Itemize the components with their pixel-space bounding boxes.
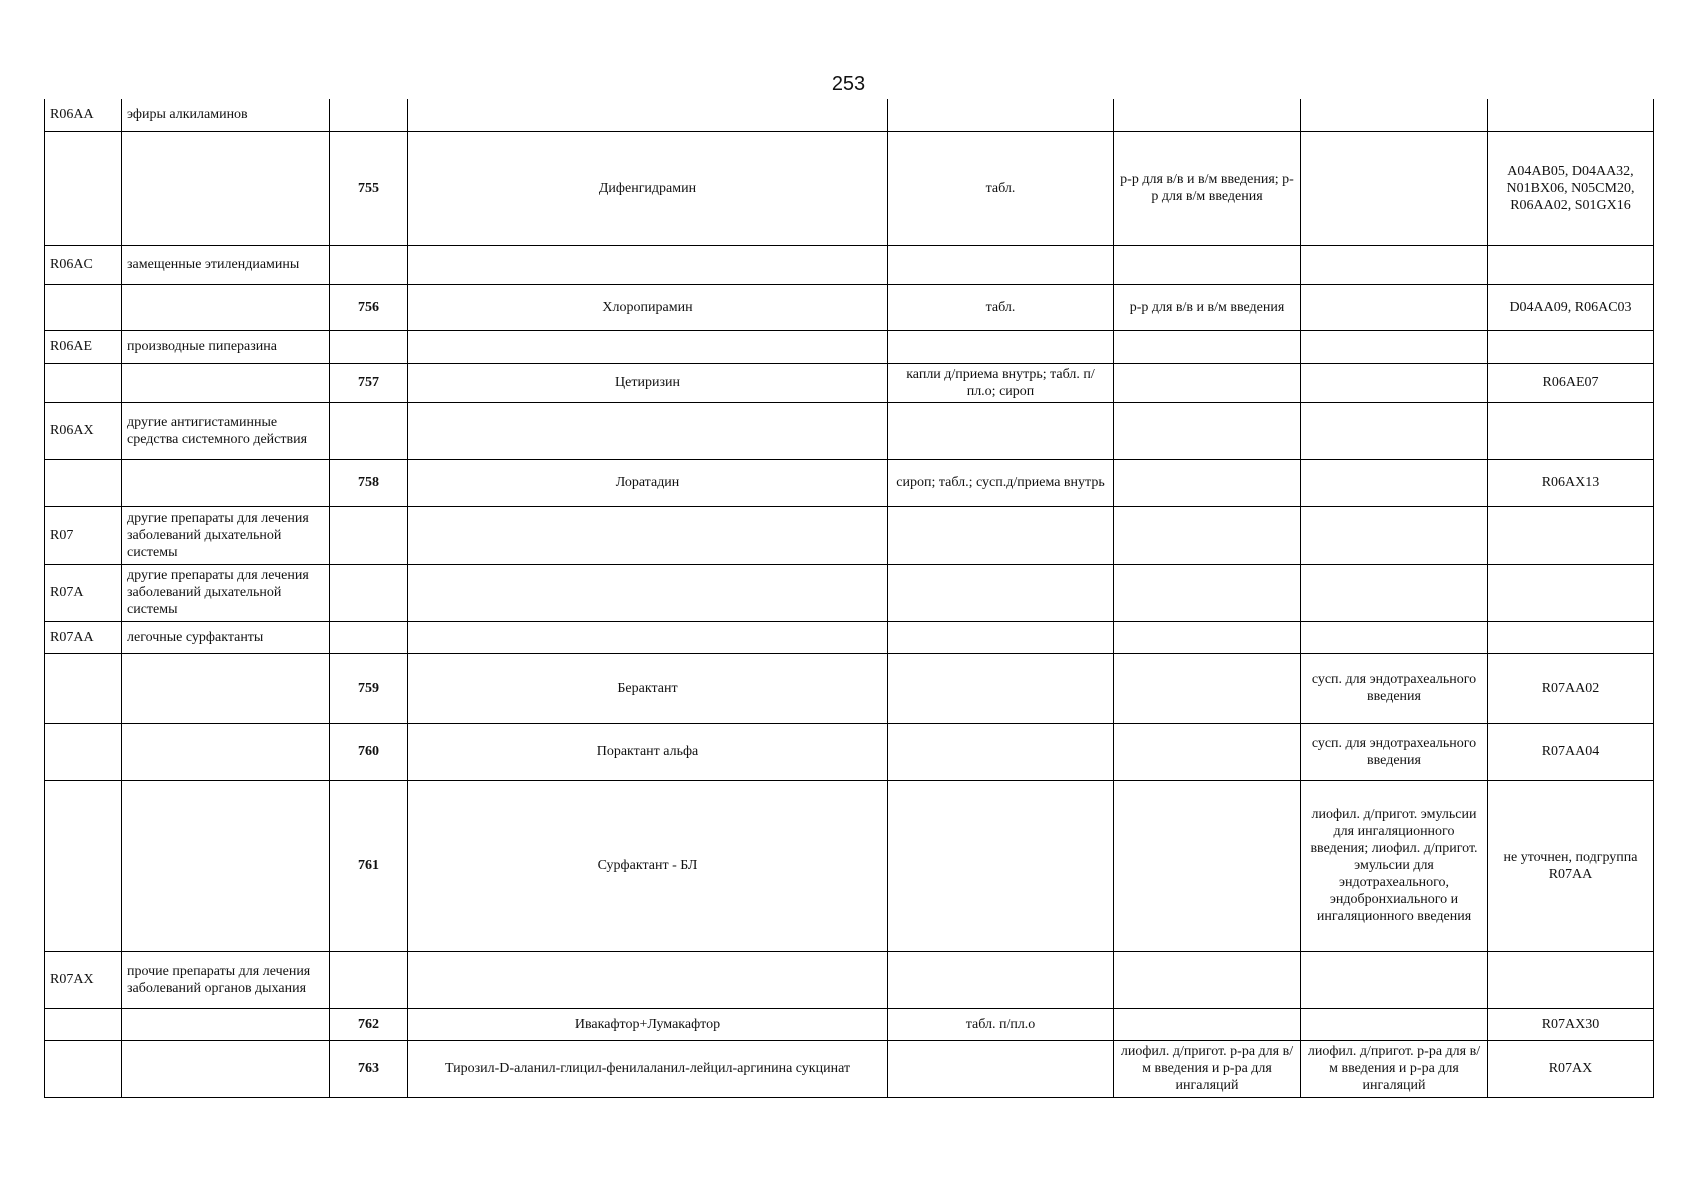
cell-code: R07 bbox=[45, 506, 122, 564]
cell-form3 bbox=[1301, 951, 1488, 1008]
cell-atc bbox=[1488, 506, 1654, 564]
cell-num bbox=[330, 99, 408, 131]
cell-atc bbox=[1488, 402, 1654, 459]
cell-group: прочие препараты для лечения заболеваний органов дыхания bbox=[122, 951, 330, 1008]
cell-atc: D04AA09, R06AC03 bbox=[1488, 284, 1654, 330]
cell-atc: R07AA04 bbox=[1488, 723, 1654, 780]
cell-num bbox=[330, 564, 408, 621]
cell-name bbox=[408, 506, 888, 564]
cell-form1 bbox=[888, 564, 1114, 621]
cell-num: 760 bbox=[330, 723, 408, 780]
table-row bbox=[45, 245, 1654, 284]
cell-name: Ивакафтор+Лумакафтор bbox=[408, 1008, 888, 1040]
cell-code bbox=[45, 1040, 122, 1097]
cell-group bbox=[122, 723, 330, 780]
cell-form1: табл. bbox=[888, 131, 1114, 245]
cell-code bbox=[45, 1008, 122, 1040]
cell-form3 bbox=[1301, 564, 1488, 621]
cell-code: R06AA bbox=[45, 99, 122, 131]
cell-atc: A04AB05, D04AA32, N01BX06, N05CM20, R06AA02, S01GX16 bbox=[1488, 131, 1654, 245]
cell-atc bbox=[1488, 99, 1654, 131]
cell-atc: не уточнен, подгруппа R07AA bbox=[1488, 780, 1654, 951]
cell-code bbox=[45, 131, 122, 245]
cell-form2: р-р для в/в и в/м введения; р-р для в/м введения bbox=[1114, 131, 1301, 245]
cell-form3 bbox=[1301, 131, 1488, 245]
cell-atc: R07AX bbox=[1488, 1040, 1654, 1097]
cell-form2: лиофил. д/пригот. р-ра для в/м введения и р-ра для ингаляций bbox=[1114, 1040, 1301, 1097]
cell-name: Лоратадин bbox=[408, 459, 888, 506]
cell-atc bbox=[1488, 564, 1654, 621]
cell-num: 756 bbox=[330, 284, 408, 330]
cell-form2 bbox=[1114, 459, 1301, 506]
cell-group: производные пиперазина bbox=[122, 330, 330, 363]
cell-group: другие препараты для лечения заболеваний дыхательной системы bbox=[122, 506, 330, 564]
cell-form2 bbox=[1114, 363, 1301, 402]
table-row bbox=[45, 402, 1654, 459]
table-row bbox=[45, 363, 1654, 402]
cell-group: другие препараты для лечения заболеваний дыхательной системы bbox=[122, 564, 330, 621]
cell-group bbox=[122, 1040, 330, 1097]
cell-name bbox=[408, 564, 888, 621]
cell-group: другие антигистаминные средства системного действия bbox=[122, 402, 330, 459]
cell-name bbox=[408, 99, 888, 131]
drug-table bbox=[44, 99, 1654, 1098]
cell-form3 bbox=[1301, 459, 1488, 506]
table-row bbox=[45, 621, 1654, 653]
table-row bbox=[45, 284, 1654, 330]
cell-atc: R06AX13 bbox=[1488, 459, 1654, 506]
cell-form1 bbox=[888, 330, 1114, 363]
table-row bbox=[45, 330, 1654, 363]
cell-form3: лиофил. д/пригот. р-ра для в/м введения и р-ра для ингаляций bbox=[1301, 1040, 1488, 1097]
cell-code: R06AC bbox=[45, 245, 122, 284]
cell-form2 bbox=[1114, 653, 1301, 723]
cell-atc bbox=[1488, 330, 1654, 363]
cell-name bbox=[408, 402, 888, 459]
cell-code bbox=[45, 284, 122, 330]
table-row bbox=[45, 459, 1654, 506]
cell-form1 bbox=[888, 723, 1114, 780]
cell-group: замещенные этилендиамины bbox=[122, 245, 330, 284]
cell-form3 bbox=[1301, 330, 1488, 363]
cell-name: Хлоропирамин bbox=[408, 284, 888, 330]
table-row bbox=[45, 951, 1654, 1008]
cell-form3 bbox=[1301, 363, 1488, 402]
cell-form1 bbox=[888, 780, 1114, 951]
table-body bbox=[45, 99, 1654, 1097]
cell-form2 bbox=[1114, 621, 1301, 653]
cell-name: Берактант bbox=[408, 653, 888, 723]
cell-form3 bbox=[1301, 245, 1488, 284]
cell-name: Дифенгидрамин bbox=[408, 131, 888, 245]
cell-group bbox=[122, 363, 330, 402]
cell-form2 bbox=[1114, 330, 1301, 363]
cell-code bbox=[45, 363, 122, 402]
cell-num bbox=[330, 402, 408, 459]
cell-form3 bbox=[1301, 621, 1488, 653]
cell-form2: р-р для в/в и в/м введения bbox=[1114, 284, 1301, 330]
cell-num bbox=[330, 245, 408, 284]
cell-num: 761 bbox=[330, 780, 408, 951]
cell-form1 bbox=[888, 1040, 1114, 1097]
cell-form3 bbox=[1301, 1008, 1488, 1040]
cell-form2 bbox=[1114, 564, 1301, 621]
cell-code: R07AA bbox=[45, 621, 122, 653]
cell-atc: R06AE07 bbox=[1488, 363, 1654, 402]
cell-name bbox=[408, 330, 888, 363]
cell-form3 bbox=[1301, 506, 1488, 564]
cell-code bbox=[45, 723, 122, 780]
cell-form3: сусп. для эндотрахеального введения bbox=[1301, 653, 1488, 723]
cell-form2 bbox=[1114, 1008, 1301, 1040]
cell-atc bbox=[1488, 621, 1654, 653]
cell-atc: R07AA02 bbox=[1488, 653, 1654, 723]
cell-form2 bbox=[1114, 402, 1301, 459]
cell-code: R06AX bbox=[45, 402, 122, 459]
cell-form1: капли д/приема внутрь; табл. п/пл.о; сироп bbox=[888, 363, 1114, 402]
page-number: 253 bbox=[831, 73, 866, 95]
cell-group bbox=[122, 284, 330, 330]
cell-form1 bbox=[888, 99, 1114, 131]
cell-name: Тирозил-D-аланил-глицил-фенилаланил-лейцил-аргинина сукцинат bbox=[408, 1040, 888, 1097]
cell-form3: лиофил. д/пригот. эмульсии для ингаляционного введения; лиофил. д/пригот. эмульсии для эндотрахеального, эндобронхиального и ингаляционного введения bbox=[1301, 780, 1488, 951]
cell-name: Порактант альфа bbox=[408, 723, 888, 780]
cell-name bbox=[408, 621, 888, 653]
cell-group bbox=[122, 780, 330, 951]
cell-num bbox=[330, 330, 408, 363]
table-row bbox=[45, 780, 1654, 951]
cell-num bbox=[330, 621, 408, 653]
cell-form1 bbox=[888, 402, 1114, 459]
cell-group bbox=[122, 1008, 330, 1040]
cell-code bbox=[45, 653, 122, 723]
cell-form1 bbox=[888, 653, 1114, 723]
table-row bbox=[45, 1040, 1654, 1097]
cell-form2 bbox=[1114, 723, 1301, 780]
table-row bbox=[45, 99, 1654, 131]
cell-num: 758 bbox=[330, 459, 408, 506]
cell-atc bbox=[1488, 951, 1654, 1008]
cell-group bbox=[122, 653, 330, 723]
cell-form1: табл. bbox=[888, 284, 1114, 330]
cell-group: эфиры алкиламинов bbox=[122, 99, 330, 131]
cell-atc bbox=[1488, 245, 1654, 284]
cell-code bbox=[45, 459, 122, 506]
cell-code: R07A bbox=[45, 564, 122, 621]
cell-num: 763 bbox=[330, 1040, 408, 1097]
cell-form3: сусп. для эндотрахеального введения bbox=[1301, 723, 1488, 780]
cell-num: 762 bbox=[330, 1008, 408, 1040]
cell-group bbox=[122, 131, 330, 245]
cell-num: 759 bbox=[330, 653, 408, 723]
table-row bbox=[45, 1008, 1654, 1040]
cell-group: легочные сурфактанты bbox=[122, 621, 330, 653]
cell-form2 bbox=[1114, 99, 1301, 131]
cell-code bbox=[45, 780, 122, 951]
cell-form3 bbox=[1301, 402, 1488, 459]
cell-form3 bbox=[1301, 99, 1488, 131]
cell-atc: R07AX30 bbox=[1488, 1008, 1654, 1040]
table-row bbox=[45, 506, 1654, 564]
table-row bbox=[45, 723, 1654, 780]
cell-code: R06AE bbox=[45, 330, 122, 363]
cell-code: R07AX bbox=[45, 951, 122, 1008]
table-row bbox=[45, 131, 1654, 245]
cell-form1 bbox=[888, 951, 1114, 1008]
cell-num: 757 bbox=[330, 363, 408, 402]
cell-form1: табл. п/пл.о bbox=[888, 1008, 1114, 1040]
cell-num: 755 bbox=[330, 131, 408, 245]
cell-name bbox=[408, 951, 888, 1008]
cell-group bbox=[122, 459, 330, 506]
cell-form1: сироп; табл.; сусп.д/приема внутрь bbox=[888, 459, 1114, 506]
cell-form3 bbox=[1301, 284, 1488, 330]
cell-form1 bbox=[888, 506, 1114, 564]
cell-name: Цетиризин bbox=[408, 363, 888, 402]
cell-name: Сурфактант - БЛ bbox=[408, 780, 888, 951]
cell-form2 bbox=[1114, 245, 1301, 284]
cell-name bbox=[408, 245, 888, 284]
cell-num bbox=[330, 506, 408, 564]
table-row bbox=[45, 653, 1654, 723]
cell-form2 bbox=[1114, 780, 1301, 951]
cell-form2 bbox=[1114, 951, 1301, 1008]
cell-num bbox=[330, 951, 408, 1008]
cell-form1 bbox=[888, 245, 1114, 284]
table-row bbox=[45, 564, 1654, 621]
cell-form2 bbox=[1114, 506, 1301, 564]
cell-form1 bbox=[888, 621, 1114, 653]
